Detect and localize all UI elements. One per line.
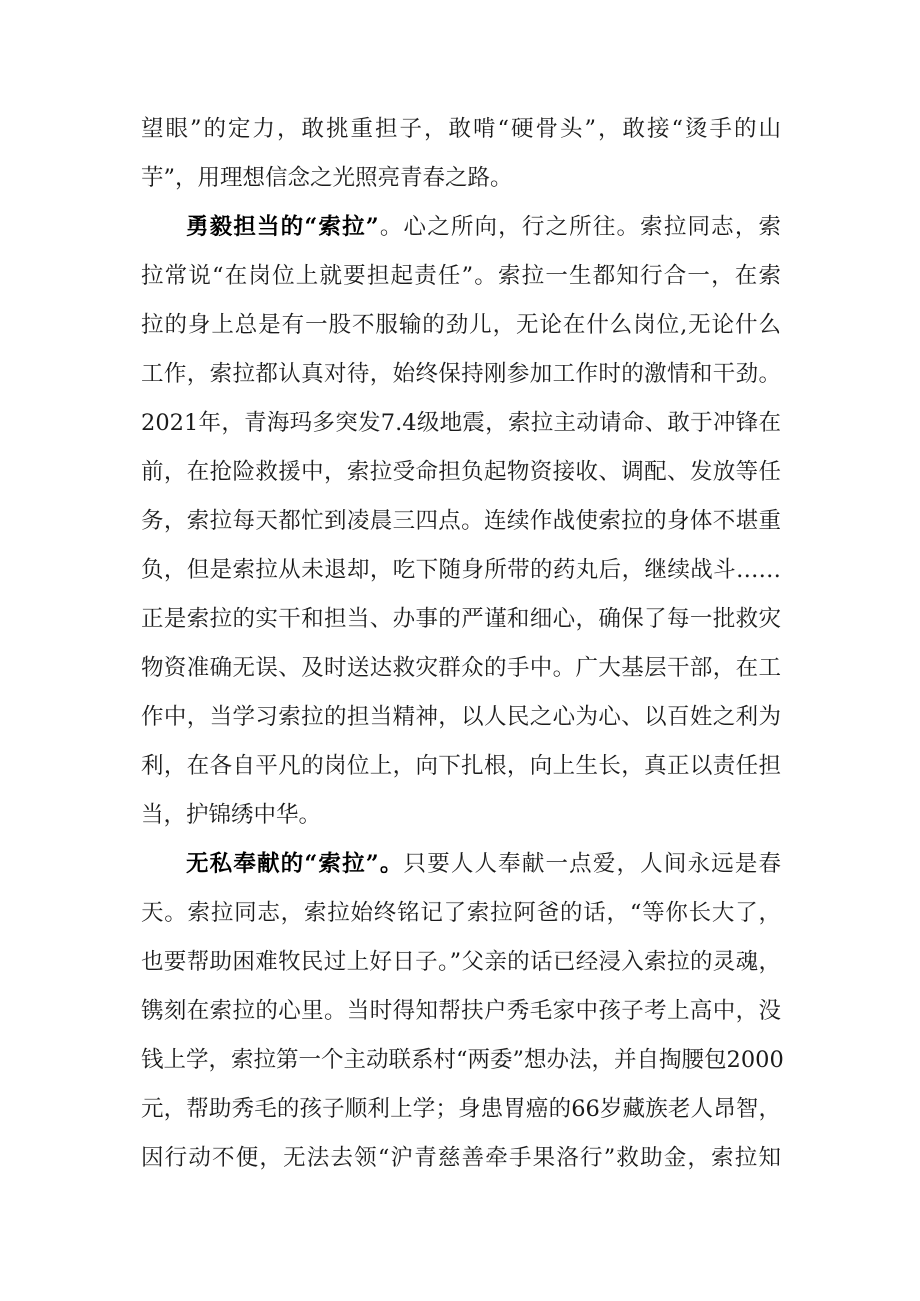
paragraph-line: 正是索拉的实干和担当、办事的严谨和细心，确保了每一批救灾 bbox=[141, 606, 781, 632]
paragraph-line: 钱上学，索拉第一个主动联系村“两委”想办法，并自掏腰包2000 bbox=[141, 1047, 784, 1073]
paragraph-line: 望眼”的定力，敢挑重担子，敢啃“硬骨头”，敢接“烫手的山 bbox=[141, 116, 781, 142]
paragraph-line: 负，但是索拉从未退却，吃下随身所带的药丸后，继续战斗…… bbox=[141, 557, 781, 583]
paragraph-line: 天。索拉同志，索拉始终铭记了索拉阿爸的话，“等你长大了， bbox=[141, 900, 781, 926]
paragraph-line: 工作，索拉都认真对待，始终保持刚参加工作时的激情和干劲。 bbox=[141, 361, 781, 387]
paragraph-line: 芋”，用理想信念之光照亮青春之路。 bbox=[141, 165, 513, 191]
paragraph-line: 利，在各自平凡的岗位上，向下扎根，向上生长，真正以责任担 bbox=[141, 753, 781, 779]
paragraph-line: 2021年，青海玛多突发7.4级地震，索拉主动请命、敢于冲锋在 bbox=[141, 410, 781, 436]
paragraph-line: 也要帮助困难牧民过上好日子。”父亲的话已经浸入索拉的灵魂， bbox=[141, 949, 781, 975]
paragraph-line: 前，在抢险救援中，索拉受命担负起物资接收、调配、发放等任 bbox=[141, 459, 781, 485]
paragraph-text: 只要人人奉献一点爱，人间永远是春 bbox=[403, 851, 781, 877]
paragraph-line: 务，索拉每天都忙到凌晨三四点。连续作战使索拉的身体不堪重 bbox=[141, 508, 781, 534]
paragraph-heading: 无私奉献的“索拉”。 bbox=[186, 851, 404, 877]
paragraph-text: 。心之所向，行之所往。索拉同志，索 bbox=[378, 214, 781, 240]
paragraph-line: 镌刻在索拉的心里。当时得知帮扶户秀毛家中孩子考上高中，没 bbox=[141, 998, 781, 1024]
paragraph-line: 作中，当学习索拉的担当精神，以人民之心为心、以百姓之利为 bbox=[141, 704, 781, 730]
paragraph-line: 当，护锦绣中华。 bbox=[141, 802, 322, 828]
paragraph-line: 拉的身上总是有一股不服输的劲儿，无论在什么岗位,无论什么 bbox=[141, 312, 781, 338]
paragraph-line: 元，帮助秀毛的孩子顺利上学；身患胃癌的66岁藏族老人昂智， bbox=[141, 1096, 781, 1122]
paragraph-first-line bbox=[186, 840, 781, 888]
paragraph-heading: 勇毅担当的“索拉” bbox=[186, 214, 379, 240]
paragraph-line: 拉常说“在岗位上就要担起责任”。索拉一生都知行合一，在索 bbox=[141, 263, 781, 289]
paragraph-line: 物资准确无误、及时送达救灾群众的手中。广大基层干部，在工 bbox=[141, 655, 781, 681]
paragraph-line: 因行动不便，无法去领“沪青慈善牵手果洛行”救助金，索拉知 bbox=[141, 1145, 781, 1171]
paragraph-first-line bbox=[186, 203, 781, 251]
